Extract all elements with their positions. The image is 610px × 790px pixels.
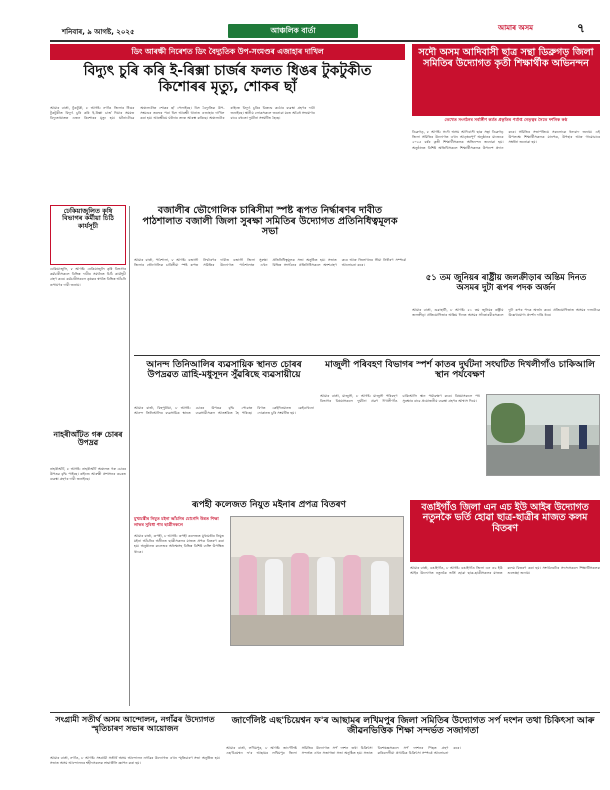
- photo-student-6: [371, 561, 389, 615]
- third-story: [134, 358, 314, 498]
- sixth-story-headline: বঙাইগাঁও জিলা এন এচ ইউ আইৰ উদ্যোগত নতুনকৈ ভৰ্তি হোৱা ছাত্ৰ-ছাত্ৰীৰ মাজত কলম বিতৰণ: [421, 502, 589, 534]
- section-rule-1: [134, 355, 600, 356]
- fifth-story-photo: [230, 516, 404, 646]
- masthead: [10, 0, 600, 46]
- left-column-body: ঢেকিয়াজুলি, ৮ আগষ্ট: ঢেকিয়াজুলি কৃষি বিভাগৰ কৰ্মচাৰীসকলে বিভিন্ন দাবীৰ সমৰ্থনত চিঠি কাৰ্যসূচী গ্ৰহণ কৰে। কৰ্মচাৰীসকলে কৃষকৰ স্বাৰ্থত বিভিন্ন আঁচনি ৰূপায়ণৰ দাবী জনায়।: [50, 267, 126, 287]
- top-story: [50, 44, 405, 204]
- photo-student-1: [239, 555, 257, 615]
- fourth-story: [320, 358, 600, 498]
- bottom-story-body: আমাৰ বাৰ্তা, লখিমপুৰ, ৮ আগষ্ট: জাৰ্ণেলিষ্ট এছ'চিয়েশ্বন ফ'ৰ আছামৰ লখিমপুৰ জিলা সমিতিৰ উদ্যোগত সৰ্প দংশন তথা চিকিৎসা সন্দৰ্ভত এখন সজাগতা সভা অনুষ্ঠিত হয়। সভাত বিশেষজ্ঞসকলে সৰ্প দংশনৰ পিছত গ্ৰহণ কৰিবলগীয়া প্ৰাথমিক চিকিৎসা সম্পৰ্কে আলোচনা কৰে।: [226, 746, 461, 756]
- second-story: [134, 206, 406, 354]
- section-label: আঞ্চলিক বাৰ্তা: [228, 24, 358, 38]
- photo-person-3: [579, 425, 587, 449]
- right-top-story: [412, 44, 600, 274]
- sixth-story: [410, 500, 600, 710]
- bottom-left-headline: সংগ্ৰামী সতীৰ্থ অসম আন্দোলন, নগাঁৱৰ উদ্যোগত স্মৃতিচাৰণ সভাৰ আয়োজন: [55, 715, 215, 733]
- section-rule-2: [50, 712, 600, 713]
- third-story-body: আমাৰ বাৰ্তা, বিহপুৰীয়া, ৮ আগষ্ট: আনন্দ তিনিআলিৰ ব্যৱসায়িক স্থানত চোৰৰ উপদ্ৰৱ বৃদ্ধি পোৱাত ব্যৱসায়ীসকল আতংকিত হৈ পৰিছে। বিগত কেইদিনমানত কেইবাখনো দোকানত চুৰি সংঘটিত হয়।: [134, 406, 314, 416]
- photo-road: [487, 445, 600, 476]
- photo-person-1: [545, 425, 553, 449]
- right-top-headline: সদৌ অসম আদিবাসী ছাত্ৰ সন্থা ডিব্ৰুগড় জিলা সমিতিৰ উদ্যোগত কৃতী শিক্ষাৰ্থীক অভিনন্দন: [418, 47, 594, 69]
- bottom-left-story: [50, 716, 220, 786]
- masthead-rule: [50, 40, 600, 42]
- bottom-left-body: আমাৰ বাৰ্তা, নগাঁও, ৮ আগষ্ট: সংগ্ৰামী সতীৰ্থ অসম আন্দোলন নগাঁৱৰ উদ্যোগত এখন স্মৃতিচাৰণ সভা অনুষ্ঠিত হয়। সভাত অসম আন্দোলনৰ শ্বহীদসকলক শ্ৰদ্ধাঞ্জলি জ্ঞাপন কৰা হয়।: [50, 756, 220, 766]
- photo-floor: [231, 615, 404, 646]
- photo-tree: [491, 403, 525, 443]
- second-story-body: আমাৰ বাৰ্তা, পাঠশালা, ৮ আগষ্ট: বজালী জিলাৰ ভৌগোলিক চাৰিসীমা স্পষ্ট ৰূপত নিৰ্দ্ধাৰণৰ দাবীত বজালী জিলা সুৰক্ষা সমিতিৰ উদ্যোগত পাঠশালাত এখন প্ৰতিনিধিত্বমূলক সভা অনুষ্ঠিত হয়। সভাত বিভিন্ন সংগঠনৰ প্ৰতিনিধিসকলে অংশগ্ৰহণ কৰে আৰু জিলাখনৰ সীমা নিৰ্ধাৰণ সম্পৰ্কে আলোচনা কৰে।: [134, 258, 406, 268]
- right-top-subhead: তেখেত সংগঠনৰ সৰ্বাঙ্গীণ কৰ্মত প্ৰকৃতিৰ পৰ্যাপ্ত নেতৃত্বৰ সৈতে দৰ্শনিক কণ্ঠ: [444, 117, 568, 122]
- third-story-headline: আনন্দ তিনিআলিৰ ব্যৱসায়িক স্থানত চোৰৰ উপদ্ৰৱত ত্ৰাহি-মধুসূদন সুঁৱৰিছে ব্যৱসায়ীয়ে: [146, 360, 302, 381]
- sports-body: আমাৰ বাৰ্তা, গুৱাহাটী, ৮ আগষ্ট: ৫১ তম জুনিয়ৰ ৰাষ্ট্ৰীয় জলক্ৰীড়া প্ৰতিযোগিতাৰ অন্তিম দিনত অসমৰ সাঁতোৰবীৰসকলে দুটা ৰূপৰ পদক অৰ্জন কৰে। প্ৰতিযোগিতাত অসমৰ দলটোৱে উল্লেখযোগ্য প্ৰদৰ্শন দাঙি ধৰে।: [412, 308, 600, 318]
- photo-student-4: [317, 557, 335, 615]
- photo-student-2: [265, 559, 283, 615]
- second-story-headline: বজালীৰ ভৌগোলিক চাৰিসীমা স্পষ্ট ৰূপত নিৰ্দ্ধাৰণৰ দাবীত পাঠশালাত বজালী জিলা সুৰক্ষা সমিতিৰ উদ্যোগত প্ৰতিনিধিত্বমূলক সভা: [142, 205, 398, 238]
- fifth-story-headline: ৰূপহী কলেজত নিযুত মইনাৰ প্ৰপত্ৰ বিতৰণ: [191, 500, 346, 510]
- sports-story: [412, 274, 600, 350]
- right-top-body: ডিব্ৰুগড়, ৮ আগষ্ট: সদৌ অসম আদিবাসী ছাত্ৰ সন্থা ডিব্ৰুগড় জিলা সমিতিৰ উদ্যোগত এখন আড়ম্বৰপূৰ্ণ অনুষ্ঠানৰ মাজেৰে ২০২৫ বৰ্ষৰ কৃতী শিক্ষাৰ্থীসকলক অভিনন্দন জনোৱা হয়। অনুষ্ঠানত বিশিষ্ট অতিথিসকলে শিক্ষাৰ্থীসকলক উপদেশ প্ৰদান কৰে। সমিতিৰ সভাপতিয়ে সকলোকে ধন্যবাদ জনায়। এই উপলক্ষে শিক্ষাৰ্থীসকলক মানপত্ৰ, উপহাৰ আৰু গামোচাৰে সম্বৰ্ধনা জনোৱা হয়।: [412, 130, 600, 150]
- sixth-story-body: আমাৰ বাৰ্তা, বঙাইগাঁও, ৮ আগষ্ট: বঙাইগাঁও জিলা এন এচ ইউ আইৰ উদ্যোগত নতুনকৈ ভৰ্তি হোৱা ছাত্ৰ-ছাত্ৰীসকলৰ মাজত কলম বিতৰণ কৰা হয়। সংগঠনটোৰ সদস্যসকলে শিক্ষাৰ্থীসকলক শুভেচ্ছা জনায়।: [410, 566, 600, 576]
- photo-person-2: [561, 427, 569, 449]
- left-column-headline2: নাহৰীআঁটত গৰু চোৰৰ উপদ্ৰৱ: [53, 430, 123, 448]
- photo-wall: [231, 517, 404, 557]
- left-column: [50, 205, 126, 705]
- top-story-kicker: ডিং আৰক্ষী নিৰেশত ডিং বৈদ্যুতিক উপ-সংমণ্ডৰ এজাহাৰ দাখিল: [50, 44, 405, 60]
- photo-student-5: [343, 555, 361, 615]
- photo-student-3: [291, 553, 309, 615]
- masthead-date: শনিবাৰ, ৯ আগষ্ট, ২০২৫: [62, 28, 135, 36]
- fourth-story-body: আমাৰ বাৰ্তা, মাজুলী, ৮ আগষ্ট: মাজুলী পৰিবহণ বিভাগৰ বিষয়াসকলে দুৰ্ঘটনা প্ৰৱণ দিখলীগাঁও চাকিআলি স্থান পৰ্যবেক্ষণ কৰে। বিষয়াসকলে পথ সুৰক্ষাৰ বাবে প্ৰয়োজনীয় ব্যৱস্থা গ্ৰহণৰ আশ্বাস দিয়ে।: [320, 394, 480, 404]
- left-column-body2: নাহৰীআঁট, ৮ আগষ্ট: নাহৰীআঁট অঞ্চলত গৰু চোৰৰ উপদ্ৰৱ বৃদ্ধি পাইছে। ৰাইজে আৰক্ষী প্ৰশাসনৰ ওচৰত ব্যৱস্থা গ্ৰহণৰ দাবী জনাইছে।: [50, 467, 126, 482]
- top-story-body: আমাৰ বাৰ্তা, টুকটুকী, ৮ আগষ্ট: নগাঁও জিলাৰ ধিঙৰ টুকটুকীত বিদ্যুৎ চুৰি কৰি ই-ৰিক্সা চাৰ্জ দিয়াৰ সময়ত বিদ্যুতাঘাতত এজন কিশোৰৰ মৃত্যু হয়। ঘটনাটোৱে অঞ্চলটোত শোকৰ ছাঁ পেলাইছে। ডিং বৈদ্যুতিক উপ-সংমণ্ডৰ তৰফৰ পৰা ডিং আৰক্ষী থানাত এজাহাৰ দাখিল কৰা হয়। আৰক্ষীয়ে ঘটনাৰ তদন্ত আৰম্ভ কৰিছে। অঞ্চলটোৰ ৰাইজে বিদ্যুৎ চুৰিৰ বিৰুদ্ধে কঠোৰ ব্যৱস্থা গ্ৰহণৰ দাবী জনাইছে। স্থানীয় লোকসকলে জনোৱা মতে অবৈধ সংযোগৰ বাবে বহুতো দুৰ্ঘটনা সংঘটিত হৈছে।: [50, 106, 315, 121]
- bottom-story-headline: জাৰ্ণেলিষ্ট এছ'চিয়েশ্বন ফ'ৰ আছামৰ লখিমপুৰ জিলা সমিতিৰ উদ্যোগত সৰ্প দংশন তথা চিকিৎসা আৰু জীৱনভিত্তিক শিক্ষা সন্দৰ্ভত সজাগতা: [231, 716, 595, 737]
- fifth-story-subhead: মুখ্যমন্ত্ৰীৰ নিযুত মইনা আঁচনিৰ যোগেদি উন্নত শিক্ষা লাভৰ সুবিধা পাব ছাত্ৰীসকলে: [134, 516, 219, 527]
- column-divider: [129, 206, 130, 706]
- paper-logo: আমাৰ অসম: [498, 24, 534, 32]
- fourth-story-headline: মাজুলী পৰিবহণ বিভাগৰ স্পৰ্শ কাতৰ দুৰ্ঘটনা সংঘটিত দিখলীগাঁও চাকিআলি স্থান পৰ্যবেক্ষণ: [325, 360, 595, 381]
- sports-headline: ৫১ তম জুনিয়ৰ ৰাষ্ট্ৰীয় জলক্ৰীড়াৰ অন্তিম দিনত অসমৰ দুটা ৰূপৰ পদক অৰ্জন: [425, 273, 587, 293]
- page-number: ৭: [577, 21, 585, 35]
- fourth-story-photo: [486, 394, 600, 476]
- fifth-story: [134, 500, 404, 710]
- fifth-story-body: আমাৰ বাৰ্তা, ৰূপহী, ৮ আগষ্ট: ৰূপহী কলেজত মুখ্যমন্ত্ৰীৰ নিযুত মইনা আঁচনিৰ অধীনত ছাত্ৰীসকলৰ মাজত প্ৰপত্ৰ বিতৰণ কৰা হয়। অনুষ্ঠানত কলেজৰ অধ্যক্ষসহ বিভিন্ন বিশিষ্ট ব্যক্তি উপস্থিত থাকে।: [134, 534, 224, 554]
- top-story-headline: বিদ্যুৎ চুৰি কৰি ই-ৰিক্সা চাৰ্জৰ ফলত ধিঙৰ টুকটুকীত কিশোৰৰ মৃত্যু, শোকৰ ছাঁ: [83, 63, 372, 95]
- bottom-story: [226, 716, 600, 786]
- left-column-headline: ঢেকিয়াজুলিত কৃষি বিভাগৰ কৰ্মীয়া চিঠি কাৰ্যসূচী: [62, 207, 114, 230]
